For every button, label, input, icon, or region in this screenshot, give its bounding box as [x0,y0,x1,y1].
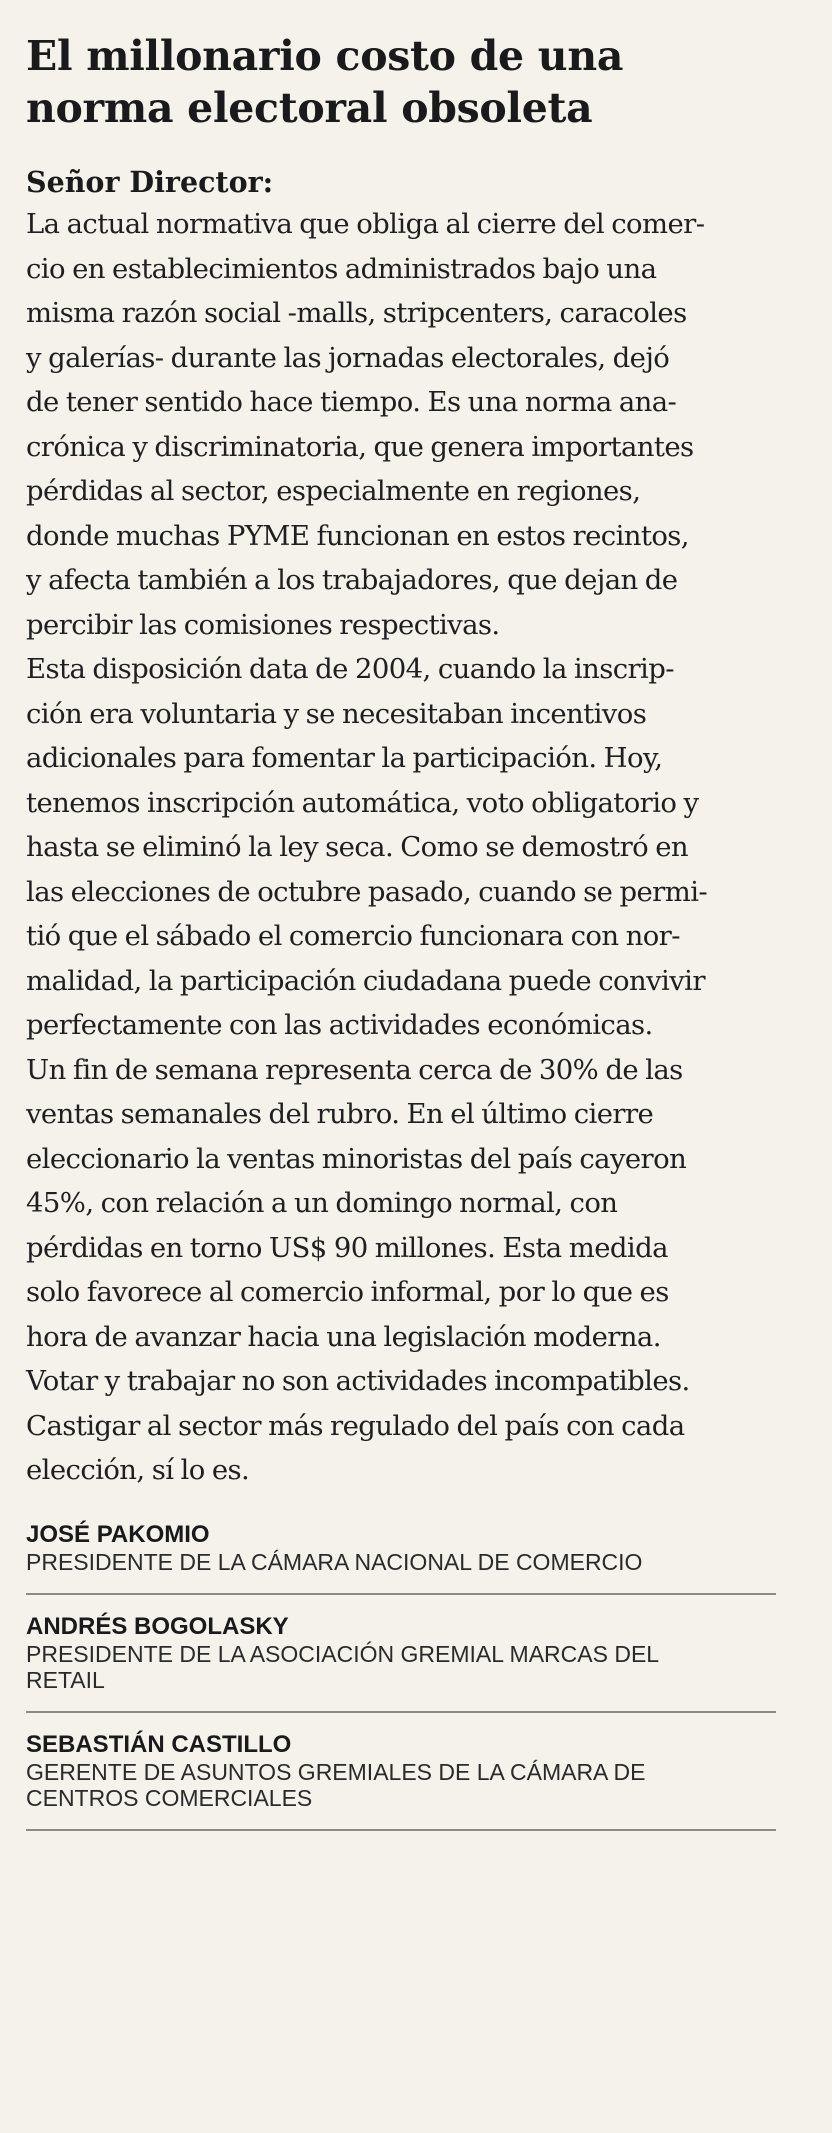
signatures [26,1521,786,1831]
text-line: 45%, con relación a un domingo normal, con [26,1187,618,1219]
text-line: ventas semanales del rubro. En el último cierre [26,1098,654,1130]
text-line: Castigar al sector más regulado del país con cada [26,1409,685,1442]
text-line: tió que el sábado el comercio funcionara con nor- [26,920,680,952]
text-line: elección, sí lo es. [26,1454,250,1486]
text-line: solo favorece al comercio informal, por lo que es [26,1276,669,1308]
text-line: y galerías- durante las jornadas electorales, dejó [26,341,670,374]
text-line: perfectamente con las actividades económicas. [26,1009,653,1041]
text-line: hora de avanzar hacia una legislación moderna. [26,1320,661,1353]
text-line: cio en establecimientos administrados bajo una [26,252,657,285]
text-line: tenemos inscripción automática, voto obligatorio y [26,786,699,819]
paragraph [26,202,786,647]
text-line: crónica y discriminatoria, que genera importantes [26,430,694,463]
text-line: Un fin de semana representa cerca de 30% de las [26,1053,683,1086]
text-line: Votar y trabajar no son actividades incompatibles. [26,1365,690,1397]
signer-name: SEBASTIÁN CASTILLO [26,1730,292,1758]
text-line: pérdidas en torno US$ 90 millones. Esta medida [26,1231,668,1264]
signer-title-line: CENTROS COMERCIALES [26,1784,313,1811]
letter-body [26,202,786,1493]
text-line: ción era voluntaria y se necesitaban incentivos [26,697,647,730]
signer-title-line: PRESIDENTE DE LA CÁMARA NACIONAL DE COMERCIO [26,1548,643,1575]
text-line: y afecta también a los trabajadores, que dejan de [26,564,678,596]
text-line: percibir las comisiones respectivas. [26,608,500,641]
paragraph [26,1359,786,1493]
text-line: misma razón social -malls, stripcenters, caracoles [26,297,687,329]
signer-title [26,1641,776,1693]
text-line: hasta se eliminó la ley seca. Como se demostró en [26,831,689,863]
signer-block [26,1613,776,1713]
headline-line: El millonario costo de una [26,32,624,80]
signer-title-line: RETAIL [26,1666,105,1693]
signer-title [26,1759,776,1811]
signer-title [26,1549,776,1575]
headline-line: norma electoral obsoleta [26,84,593,132]
signer-title-line: GERENTE DE ASUNTOS GREMIALES DE LA CÁMARA DE [26,1758,646,1785]
signer-name: JOSÉ PAKOMIO [26,1520,210,1548]
signer-title-line: PRESIDENTE DE LA ASOCIACIÓN GREMIAL MARCAS DEL [26,1640,660,1667]
text-line: malidad, la participación ciudadana puede convivir [26,964,705,997]
text-line: Esta disposición data de 2004, cuando la inscrip- [26,653,674,685]
letter-article [26,30,786,1849]
paragraph [26,647,786,1048]
text-line: pérdidas al sector, especialmente en regiones, [26,475,641,507]
signer-block [26,1521,776,1595]
text-line: adicionales para fomentar la participación. Hoy, [26,742,663,774]
paragraph [26,1048,786,1360]
text-line: eleccionario la ventas minoristas del país cayeron [26,1142,687,1175]
text-line: de tener sentido hace tiempo. Es una norma ana- [26,386,677,418]
signer-block [26,1731,776,1831]
salutation: Señor Director: [26,165,274,199]
text-line: La actual normativa que obliga al cierre del comer- [26,208,705,240]
text-line: donde muchas PYME funcionan en estos recintos, [26,519,689,552]
text-line: las elecciones de octubre pasado, cuando se permi- [26,875,708,908]
headline [26,30,786,134]
signer-name: ANDRÉS BOGOLASKY [26,1612,289,1640]
